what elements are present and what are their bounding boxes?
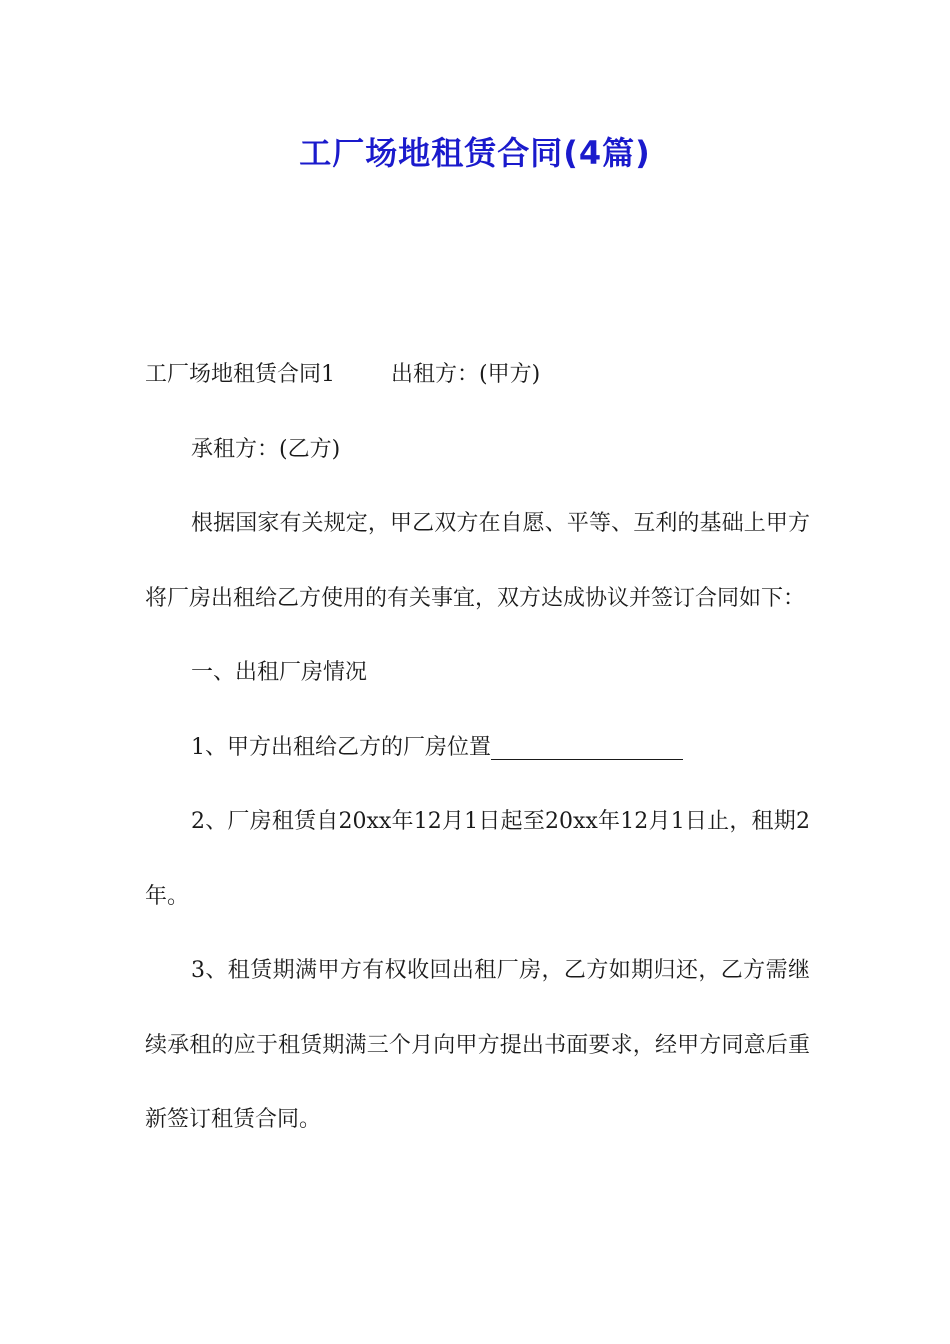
contract-heading-line bbox=[145, 338, 810, 413]
lessee-label: 承租方：(乙方) bbox=[191, 436, 341, 462]
section-heading-1: 一、出租厂房情况 bbox=[191, 660, 368, 685]
clause-2: 2、厂房租赁自20xx年12月1日起至20xx年12月1日止，租期2年。 bbox=[145, 809, 810, 909]
document-title: 工厂场地租赁合同(4篇) bbox=[299, 134, 651, 172]
lessor-label: 出租方：(甲方) bbox=[391, 362, 541, 387]
clause-1 bbox=[145, 711, 810, 786]
location-blank-line bbox=[491, 734, 683, 759]
clause-1-text: 1、甲方出租给乙方的厂房位置 bbox=[191, 734, 491, 760]
contract-heading: 工厂场地租赁合同1 bbox=[145, 362, 335, 387]
clause-3: 3、租赁期满甲方有权收回出租厂房，乙方如期归还，乙方需继续承租的应于租赁期满三个月向甲方提出书面要求，经甲方同意后重新签订租赁合同。 bbox=[145, 958, 810, 1132]
document-body bbox=[145, 338, 810, 1158]
intro-paragraph: 根据国家有关规定，甲乙双方在自愿、平等、互利的基础上甲方将厂房出租给乙方使用的有关事宜，双方达成协议并签订合同如下： bbox=[145, 511, 810, 611]
